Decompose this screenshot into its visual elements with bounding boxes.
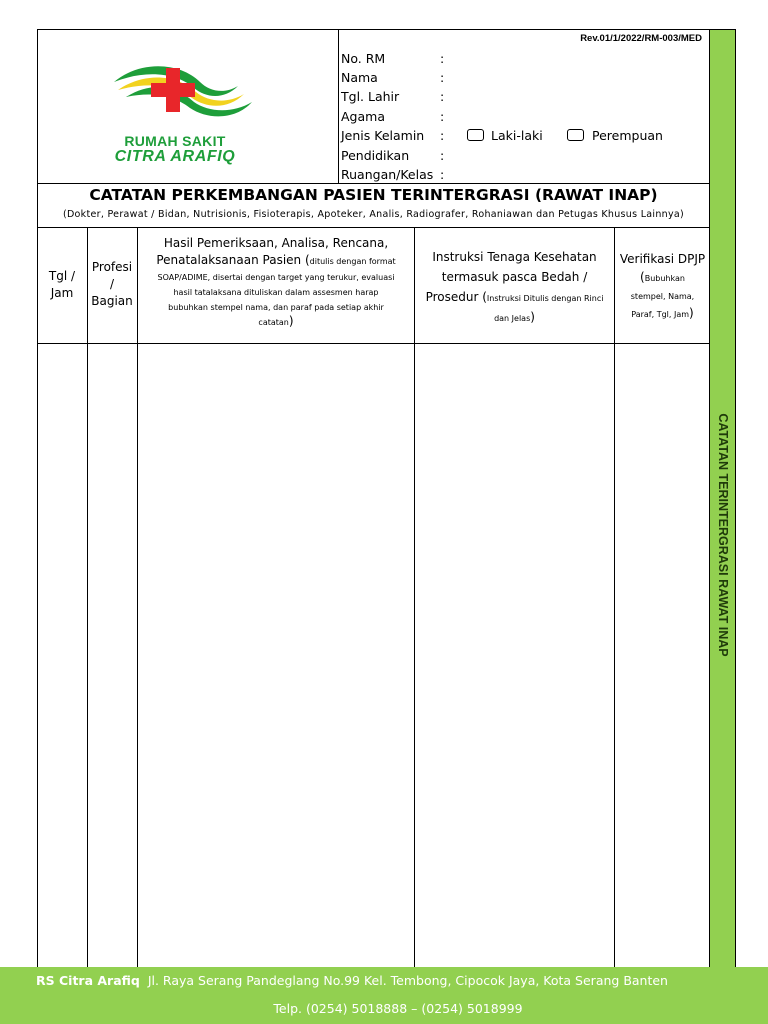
column-divider bbox=[614, 227, 615, 969]
colon: : bbox=[440, 89, 445, 104]
column-divider bbox=[87, 227, 88, 969]
column-header-instruksi: Instruksi Tenaga Kesehatan termasuk pasca Bedah / Prosedur (Instruksi Ditulis dengan Rinci dan Jelas) bbox=[425, 250, 604, 324]
field-agama: Agama bbox=[341, 109, 385, 124]
field-nama: Nama bbox=[341, 70, 378, 85]
colon: : bbox=[440, 148, 445, 163]
field-jenis-kelamin: Jenis Kelamin bbox=[341, 128, 425, 143]
logo-line2: CITRA ARAFIQ bbox=[114, 148, 236, 165]
revision-code: Rev.01/1/2022/RM-003/MED bbox=[580, 33, 702, 44]
identity-divider bbox=[338, 29, 339, 184]
label-laki-laki: Laki-laki bbox=[491, 128, 543, 143]
field-pendidikan: Pendidikan bbox=[341, 148, 410, 163]
field-no-rm: No. RM bbox=[341, 51, 386, 66]
logo-line1: RUMAH SAKIT bbox=[124, 133, 226, 149]
field-tgl-lahir: Tgl. Lahir bbox=[341, 89, 400, 104]
colon: : bbox=[440, 51, 445, 66]
colon: : bbox=[440, 167, 445, 182]
form-subtitle: (Dokter, Perawat / Bidan, Nutrisionis, Fisioterapis, Apoteker, Analis, Radiografer, Rohaniawan dan Petugas Khusus Lainnya) bbox=[62, 209, 685, 220]
column-header-profesi: Profesi / Bagian bbox=[91, 260, 133, 308]
colon: : bbox=[440, 70, 445, 85]
footer-address: Jl. Raya Serang Pandeglang No.99 Kel. Tembong, Cipocok Jaya, Kota Serang Banten bbox=[147, 973, 668, 988]
column-divider bbox=[137, 227, 138, 969]
title-top-rule bbox=[37, 183, 710, 184]
footer-hospital-name: RS Citra Arafiq bbox=[36, 973, 140, 988]
label-perempuan: Perempuan bbox=[592, 128, 663, 143]
column-header-tgl-jam: Tgl / Jam bbox=[48, 269, 76, 300]
column-header-verifikasi-dpjp: Verifikasi DPJP (Bubuhkan stempel, Nama, Paraf, Tgl, Jam) bbox=[619, 252, 706, 320]
footer-phone: Telp. (0254) 5018888 – (0254) 5018999 bbox=[273, 1001, 523, 1016]
colon: : bbox=[440, 109, 445, 124]
column-divider bbox=[414, 227, 415, 969]
header-bottom-rule bbox=[37, 343, 710, 344]
checkbox-laki-laki[interactable] bbox=[467, 129, 484, 141]
column-header-hasil-pemeriksaan: Hasil Pemeriksaan, Analisa, Rencana, Penatalaksanaan Pasien (ditulis dengan format SOAP/ADIME, disertai dengan target yang terukur, evaluasi hasil tatalaksana dituliskan dalam assesmen harap bubuhkan stempel nama, dan paraf pada setiap akhir catatan) bbox=[156, 236, 396, 328]
form-title: CATATAN PERKEMBANGAN PASIEN TERINTERGRASI (RAWAT INAP) bbox=[89, 186, 658, 204]
footer-address-line bbox=[36, 973, 668, 988]
hospital-logo-icon bbox=[110, 52, 260, 134]
field-ruangan-kelas: Ruangan/Kelas bbox=[341, 167, 434, 182]
colon: : bbox=[440, 128, 445, 143]
checkbox-perempuan[interactable] bbox=[567, 129, 584, 141]
